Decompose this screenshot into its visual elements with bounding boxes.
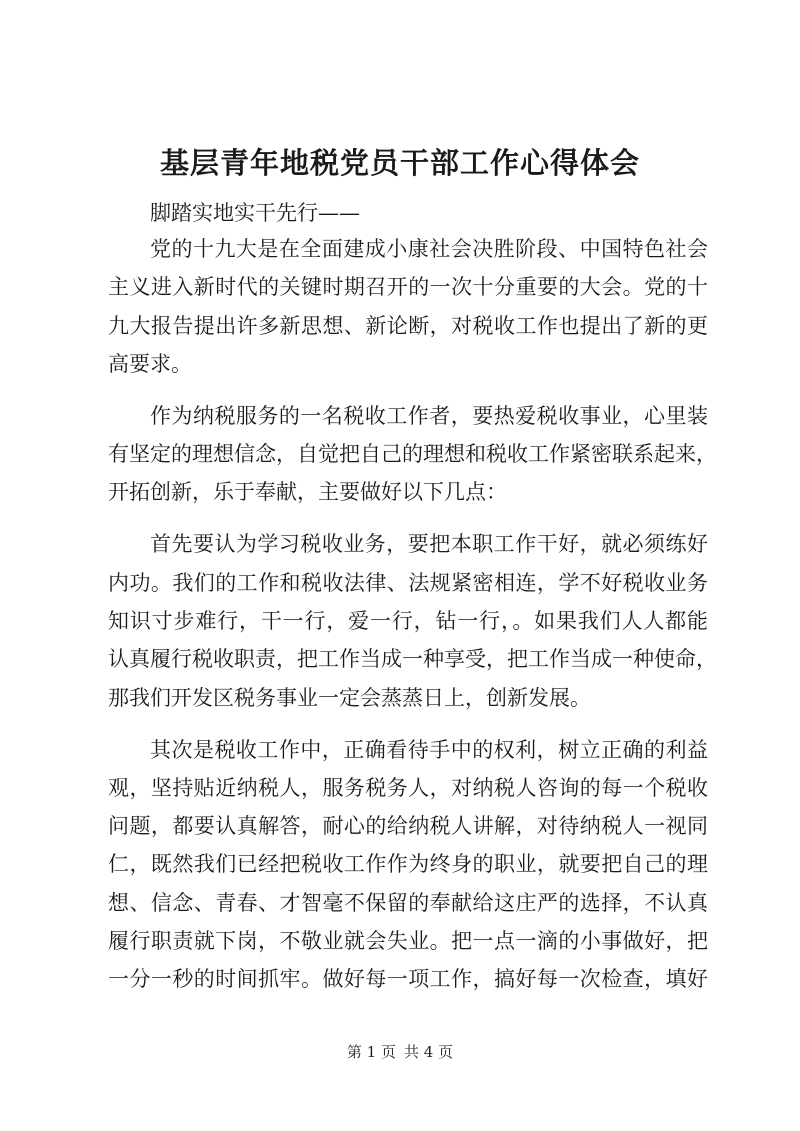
- paragraph-line: 那我们开发区税务事业一定会蒸蒸日上，创新发展。: [108, 686, 591, 710]
- paragraph-line: 观，坚持贴近纳税人，服务税务人，对纳税人咨询的每一个税收: [108, 776, 708, 800]
- paragraph-line: 开拓创新，乐于奉献，主要做好以下几点：: [108, 480, 507, 504]
- subtitle-line: 脚踏实地实干先行——: [150, 201, 360, 225]
- paragraph-line: 高要求。: [108, 352, 192, 376]
- paragraph-line: 仁，既然我们已经把税收工作作为终身的职业，就要把自己的理: [108, 852, 708, 876]
- paragraph-line: 首先要认为学习税收业务，要把本职工作干好，就必须练好: [150, 532, 708, 556]
- page-footer: [0, 1041, 800, 1063]
- paragraph-line: 作为纳税服务的一名税收工作者，要热爱税收事业，心里装: [150, 404, 708, 428]
- paragraph-line: 内功。我们的工作和税收法律、法规紧密相连，学不好税收业务: [108, 571, 708, 595]
- paragraph-line: 一分一秒的时间抓牢。做好每一项工作，搞好每一次检查，填好: [108, 967, 708, 991]
- paragraph-line: 想、信念、青春、才智毫不保留的奉献给这庄严的选择，不认真: [108, 891, 708, 915]
- paragraph-line: 认真履行税收职责，把工作当成一种享受，把工作当成一种使命，: [108, 647, 717, 671]
- document-title: 基层青年地税党员干部工作心得体会: [159, 146, 640, 180]
- paragraph-line: 党的十九大是在全面建成小康社会决胜阶段、中国特色社会: [150, 237, 708, 261]
- paragraph-line: 其次是税收工作中，正确看待手中的权利，树立正确的利益: [150, 738, 708, 762]
- paragraph-line: 主义进入新时代的关键时期召开的一次十分重要的大会。党的十: [108, 275, 708, 299]
- page-number: 第 1 页: [346, 1043, 396, 1061]
- paragraph-line: 问题，都要认真解答，耐心的给纳税人讲解，对待纳税人一视同: [108, 814, 708, 838]
- paragraph-line: 九大报告提出许多新思想、新论断，对税收工作也提出了新的更: [108, 314, 708, 338]
- paragraph-line: 有坚定的理想信念，自觉把自己的理想和税收工作紧密联系起来，: [108, 442, 717, 466]
- page-total: 共 4 页: [404, 1043, 454, 1061]
- paragraph-line: 知识寸步难行，干一行，爱一行，钻一行，。如果我们人人都能: [108, 609, 708, 633]
- paragraph-line: 履行职责就下岗，不敬业就会失业。把一点一滴的小事做好，把: [108, 929, 708, 953]
